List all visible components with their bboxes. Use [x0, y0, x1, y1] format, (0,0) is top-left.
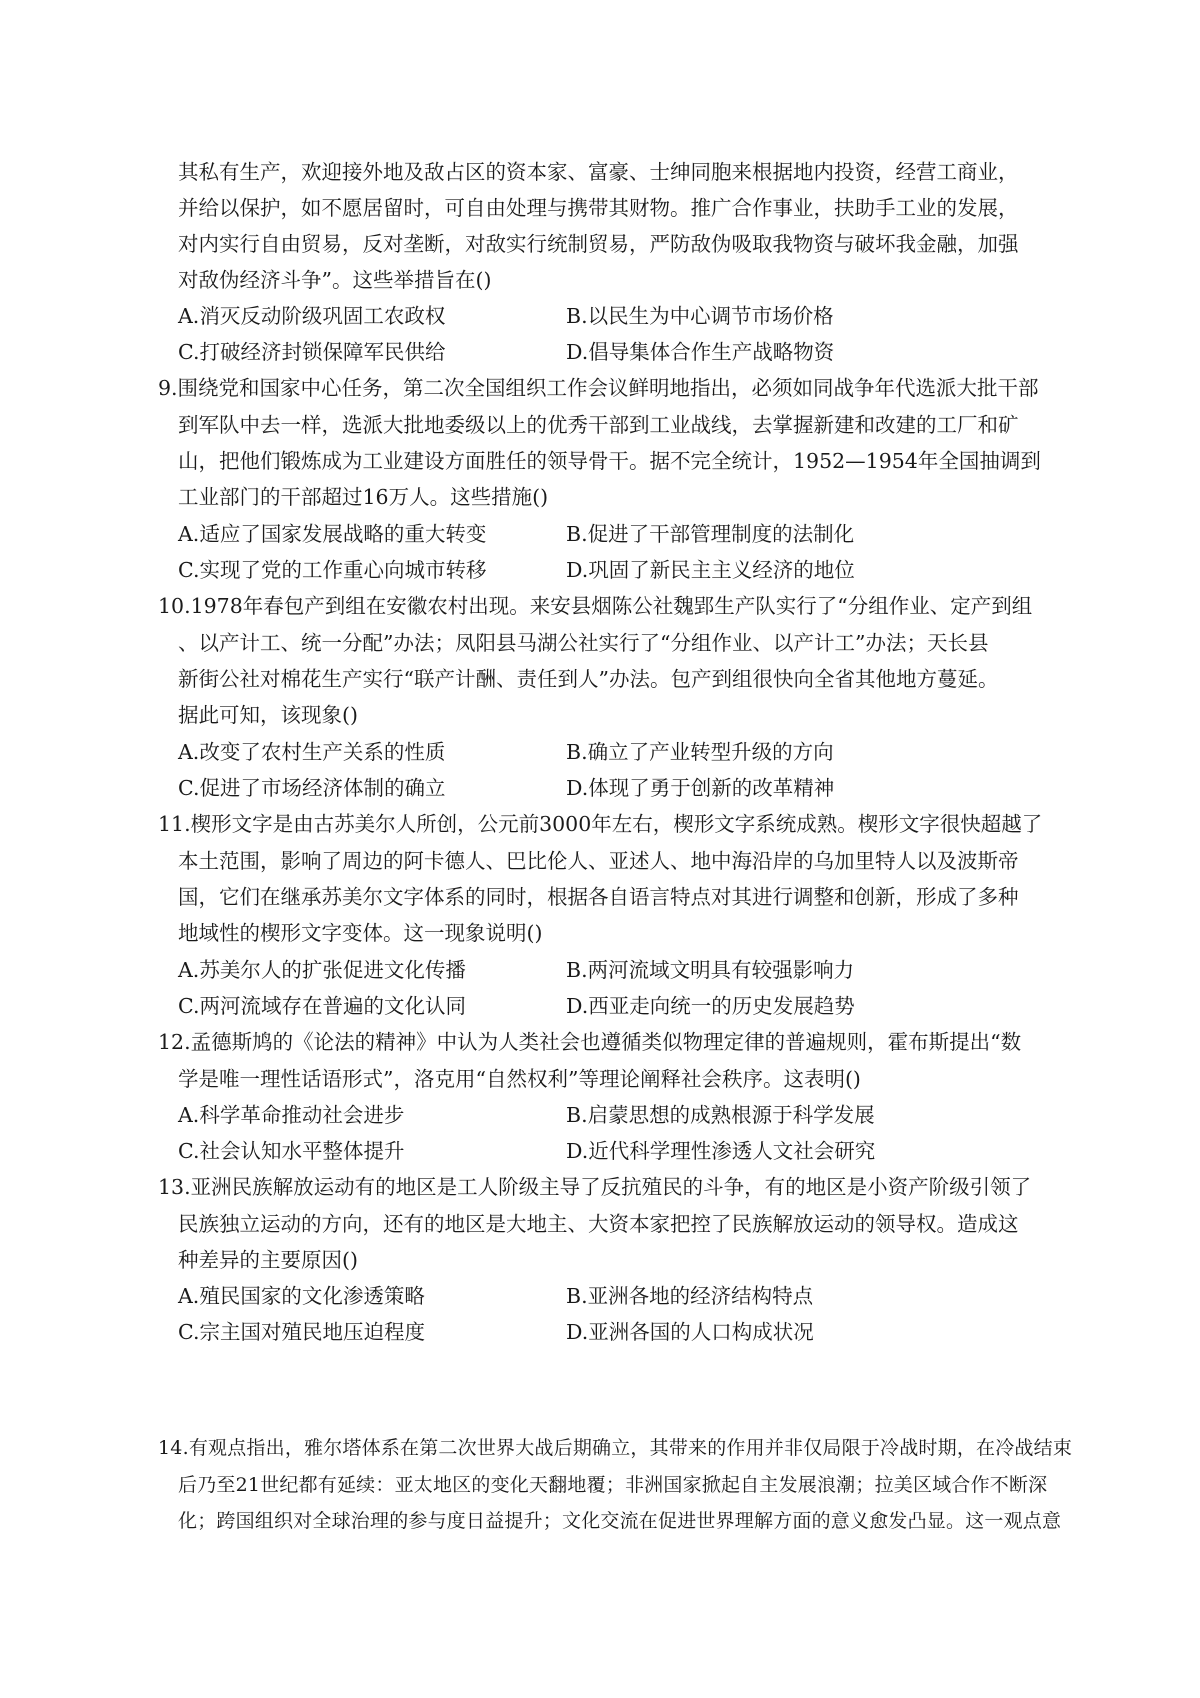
question-text-line: 本土范围，影响了周边的阿卡德人、巴比伦人、亚述人、地中海沿岸的乌加里特人以及波斯帝: [178, 849, 1019, 873]
option-a: A.殖民国家的文化渗透策略: [178, 1284, 425, 1308]
option-a: A.适应了国家发展战略的重大转变: [178, 522, 487, 546]
question-text-line: 据此可知，该现象(): [178, 703, 358, 727]
option-c: C.实现了党的工作重心向城市转移: [178, 558, 487, 582]
option-b: B.亚洲各地的经济结构特点: [566, 1284, 814, 1308]
question-text-line: 、以产计工、统一分配”办法；凤阳县马湖公社实行了“分组作业、以产计工”办法；天长县: [178, 631, 989, 655]
option-d: D.亚洲各国的人口构成状况: [566, 1320, 814, 1344]
option-b: B.促进了干部管理制度的法制化: [566, 522, 855, 546]
question-text-line: 后乃至21世纪都有延续：亚太地区的变化天翻地覆；非洲国家掀起自主发展浪潮；拉美区域合作不断深: [178, 1474, 1048, 1496]
option-c: C.宗主国对殖民地压迫程度: [178, 1320, 425, 1344]
question-text-line: 其私有生产，欢迎接外地及敌占区的资本家、富豪、士绅同胞来根据地内投资，经营工商业，: [178, 160, 1019, 184]
question-text-line: 12.孟德斯鸠的《论法的精神》中认为人类社会也遵循类似物理定律的普遍规则，霍布斯提出“数: [158, 1030, 1022, 1054]
question-text-line: 民族独立运动的方向，还有的地区是大地主、大资本家把控了民族解放运动的领导权。造成这: [178, 1212, 1019, 1236]
question-text-line: 11.楔形文字是由古苏美尔人所创，公元前3000年左右，楔形文字系统成熟。楔形文字很快超越了: [158, 812, 1043, 836]
question-text-line: 10.1978年春包产到组在安徽农村出现。来安县烟陈公社魏郢生产队实行了“分组作业、定产到组: [158, 594, 1033, 618]
option-c: C.打破经济封锁保障军民供给: [178, 340, 446, 364]
question-text-line: 并给以保护，如不愿居留时，可自由处理与携带其财物。推广合作事业，扶助手工业的发展，: [178, 196, 1019, 220]
question-text-line: 化；跨国组织对全球治理的参与度日益提升；文化交流在促进世界理解方面的意义愈发凸显。这一观点意: [178, 1510, 1062, 1532]
option-a: A.科学革命推动社会进步: [178, 1103, 405, 1127]
question-text-line: 9.围绕党和国家中心任务，第二次全国组织工作会议鲜明地指出，必须如同战争年代选派大批干部: [158, 376, 1039, 400]
option-b: B.两河流域文明具有较强影响力: [566, 958, 855, 982]
question-text-line: 国，它们在继承苏美尔文字体系的同时，根据各自语言特点对其进行调整和创新，形成了多种: [178, 885, 1019, 909]
question-text-line: 13.亚洲民族解放运动有的地区是工人阶级主导了反抗殖民的斗争，有的地区是小资产阶级引领了: [158, 1175, 1032, 1199]
option-c: C.社会认知水平整体提升: [178, 1139, 405, 1163]
option-b: B.以民生为中心调节市场价格: [566, 304, 834, 328]
option-b: B.启蒙思想的成熟根源于科学发展: [566, 1103, 875, 1127]
option-b: B.确立了产业转型升级的方向: [566, 740, 834, 764]
option-d: D.西亚走向统一的历史发展趋势: [566, 994, 855, 1018]
question-text-line: 对敌伪经济斗争”。这些举措旨在(): [178, 268, 492, 292]
option-a: A.苏美尔人的扩张促进文化传播: [178, 958, 466, 982]
option-a: A.改变了农村生产关系的性质: [178, 740, 446, 764]
question-text-line: 学是唯一理性话语形式”，洛克用“自然权利”等理论阐释社会秩序。这表明(): [178, 1067, 861, 1091]
question-text-line: 地域性的楔形文字变体。这一现象说明(): [178, 921, 543, 945]
option-c: C.促进了市场经济体制的确立: [178, 776, 446, 800]
question-text-line: 新街公社对棉花生产实行“联产计酬、责任到人”办法。包产到组很快向全省其他地方蔓延。: [178, 667, 999, 691]
option-d: D.体现了勇于创新的改革精神: [566, 776, 835, 800]
question-text-line: 工业部门的干部超过16万人。这些措施(): [178, 485, 549, 509]
option-c: C.两河流域存在普遍的文化认同: [178, 994, 466, 1018]
question-text-line: 山，把他们锻炼成为工业建设方面胜任的领导骨干。据不完全统计，1952—1954年全国抽调到: [178, 449, 1041, 473]
option-a: A.消灭反动阶级巩固工农政权: [178, 304, 446, 328]
question-text-line: 14.有观点指出，雅尔塔体系在第二次世界大战后期确立，其带来的作用并非仅局限于冷战时期，在冷战结束: [158, 1437, 1073, 1459]
option-d: D.巩固了新民主主义经济的地位: [566, 558, 855, 582]
option-d: D.近代科学理性渗透人文社会研究: [566, 1139, 876, 1163]
question-text-line: 到军队中去一样，选派大批地委级以上的优秀干部到工业战线，去掌握新建和改建的工厂和矿: [178, 413, 1019, 437]
question-text-line: 对内实行自由贸易，反对垄断，对敌实行统制贸易，严防敌伪吸取我物资与破坏我金融，加强: [178, 232, 1019, 256]
option-d: D.倡导集体合作生产战略物资: [566, 340, 835, 364]
question-text-line: 种差异的主要原因(): [178, 1248, 358, 1272]
